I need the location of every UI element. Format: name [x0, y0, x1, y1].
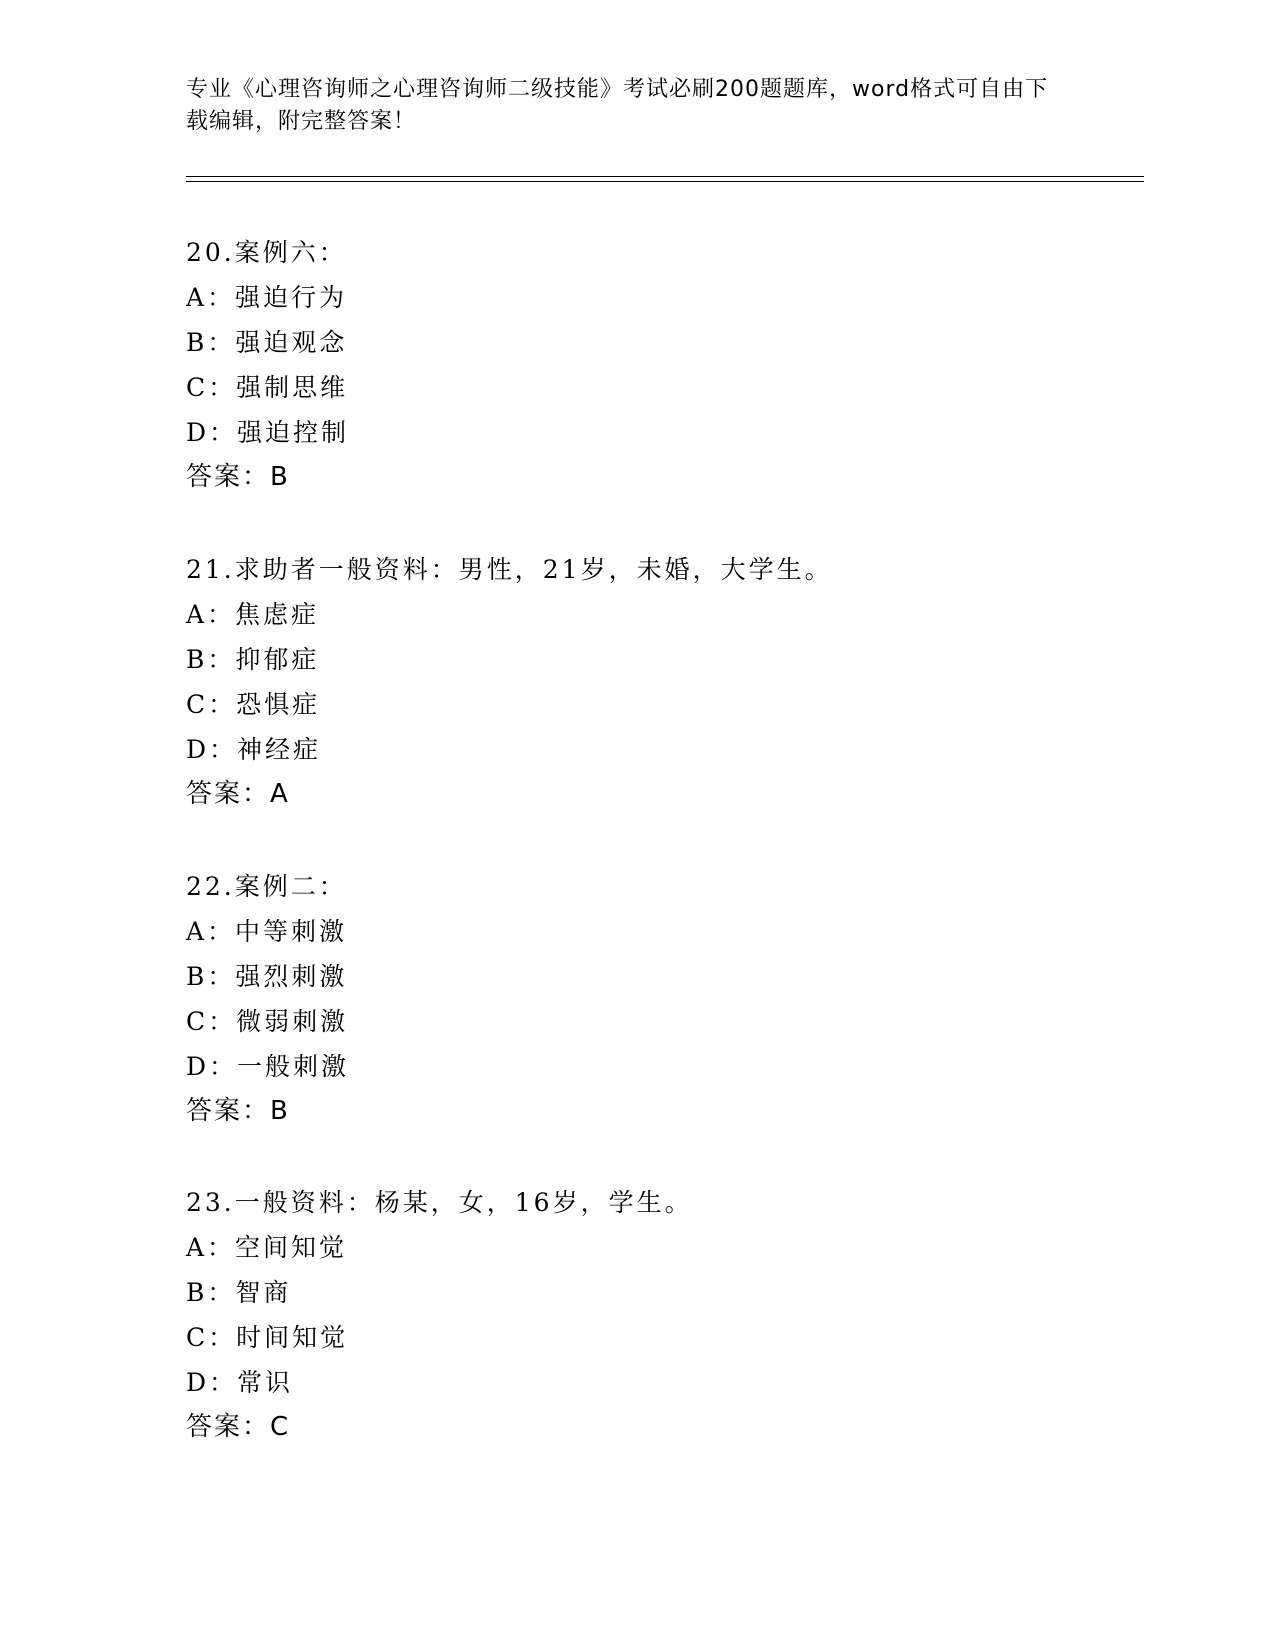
- header-rule-top: [186, 176, 1144, 177]
- option-c: C：恐惧症: [186, 690, 321, 719]
- header-rule-bottom: [186, 181, 1144, 182]
- option-a: A：中等刺激: [186, 917, 348, 946]
- option-c: C：微弱刺激: [186, 1007, 349, 1036]
- question-23: [186, 1180, 1136, 1450]
- option-b: B：抑郁症: [186, 645, 320, 674]
- answer-label: 答案：B: [186, 462, 290, 492]
- question-title: 22.案例二：: [186, 872, 347, 901]
- option-b: B：智商: [186, 1278, 292, 1307]
- option-d: D：强迫控制: [186, 418, 350, 447]
- question-title: 21.求助者一般资料：男性，21岁，未婚，大学生。: [186, 555, 833, 584]
- option-b: B：强迫观念: [186, 328, 348, 357]
- question-22: [186, 864, 1136, 1134]
- option-a: A：焦虑症: [186, 600, 320, 629]
- option-a: A：强迫行为: [186, 283, 348, 312]
- option-a: A：空间知觉: [186, 1233, 348, 1262]
- option-b: B：强烈刺激: [186, 962, 348, 991]
- question-20: [186, 230, 1136, 500]
- answer-label: 答案：C: [186, 1412, 291, 1442]
- header-text: 专业《心理咨询师之心理咨询师二级技能》考试必刷200题题库，word格式可自由下载编辑，附完整答案！: [186, 77, 1049, 134]
- document-header: [186, 74, 1066, 138]
- option-d: D：神经症: [186, 735, 322, 764]
- question-title: 23.一般资料：杨某，女，16岁，学生。: [186, 1188, 693, 1217]
- option-d: D：常识: [186, 1368, 294, 1397]
- question-title: 20.案例六：: [186, 238, 347, 267]
- question-21: [186, 547, 1136, 817]
- option-c: C：强制思维: [186, 373, 349, 402]
- option-c: C：时间知觉: [186, 1323, 349, 1352]
- answer-label: 答案：A: [186, 779, 290, 809]
- answer-label: 答案：B: [186, 1096, 290, 1126]
- option-d: D：一般刺激: [186, 1052, 350, 1081]
